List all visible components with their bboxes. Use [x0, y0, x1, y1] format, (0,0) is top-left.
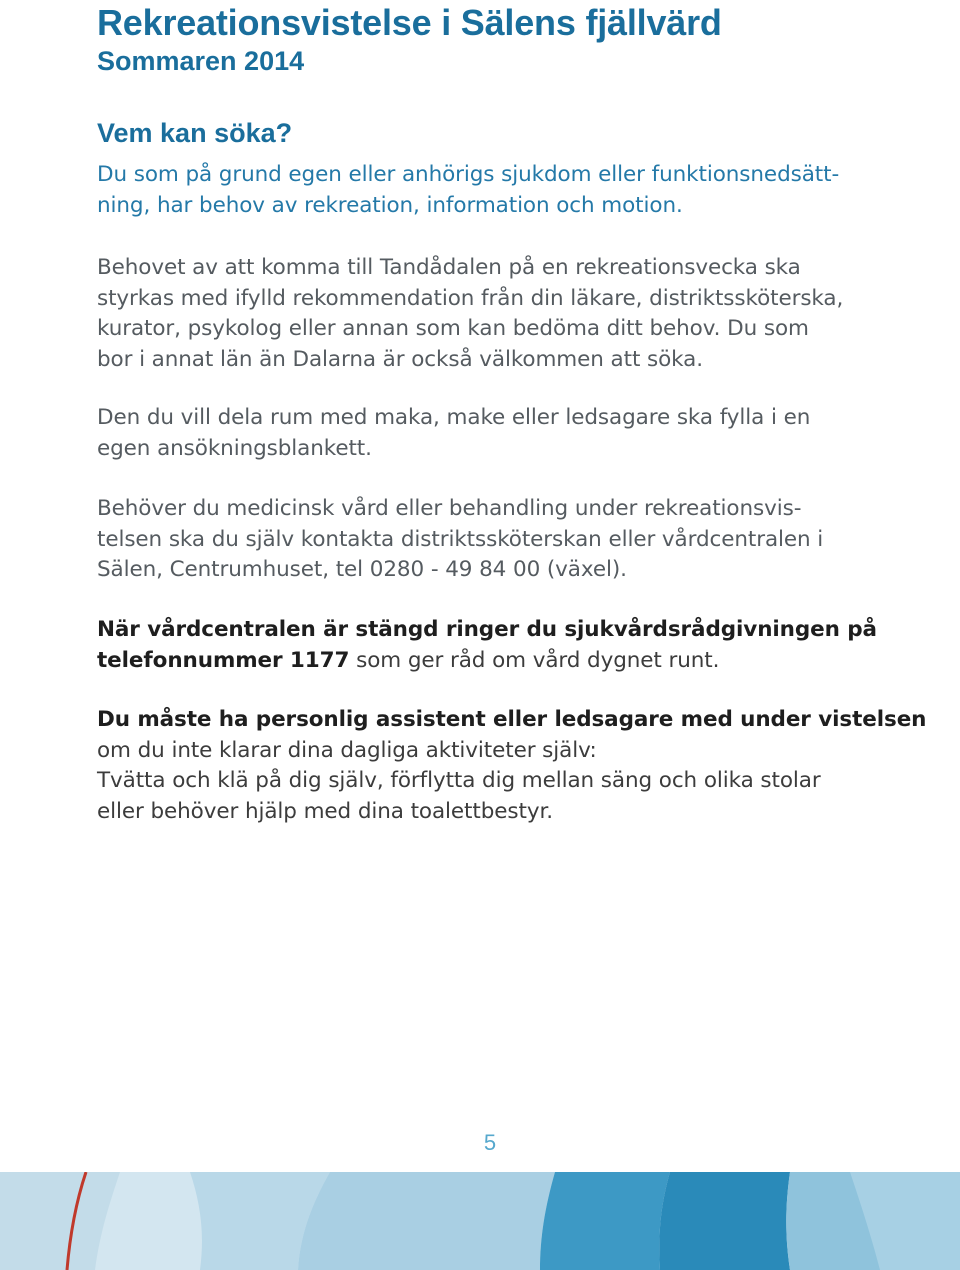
text-line: Den du vill dela rum med maka, make eller ledsagare ska fylla i en: [97, 405, 811, 430]
decorative-footer-band: [0, 1172, 960, 1270]
band-shape: [298, 1172, 555, 1270]
text-line: Sälen, Centrumhuset, tel 0280 - 49 84 00 (växel).: [97, 557, 627, 582]
text-line: om du inte klarar dina dagliga aktiviteter själv:: [97, 737, 597, 763]
paragraph-recommendation: [97, 253, 843, 375]
paragraph-assistant: [97, 705, 926, 827]
paragraph-1177: [97, 615, 877, 676]
text-line: telsen ska du själv kontakta distriktssköterskan eller vårdcentralen i: [97, 526, 824, 552]
page-title: Rekreationsvistelse i Sälens fjällvärd: [97, 2, 722, 43]
text-line: Du som på grund egen eller anhörigs sjukdom eller funktionsnedsätt-: [97, 162, 840, 187]
text-line: Behöver du medicinsk vård eller behandling under rekreationsvis-: [97, 496, 802, 521]
page-number: 5: [483, 1130, 497, 1155]
band-shape-dark: [540, 1172, 670, 1270]
band-shape-dark: [659, 1172, 790, 1270]
text-line: egen ansökningsblankett.: [97, 435, 372, 461]
phone-number-text: telefonnummer 1177: [97, 647, 350, 673]
intro-paragraph: [97, 160, 839, 221]
text-line: [97, 646, 877, 677]
paragraph-shared-room: [97, 403, 810, 464]
section-heading: Vem kan söka?: [97, 118, 293, 148]
text-line: bor i annat län än Dalarna är också välkommen att söka.: [97, 346, 703, 372]
text-line: kurator, psykolog eller annan som kan bedöma ditt behov. Du som: [97, 316, 809, 341]
paragraph-medical-care: [97, 494, 823, 586]
text-line: Behovet av att komma till Tandådalen på en rekreationsvecka ska: [97, 255, 801, 280]
text-line-bold: Du måste ha personlig assistent eller ledsagare med under vistelsen: [97, 707, 927, 732]
text-line: Tvätta och klä på dig själv, förflytta dig mellan säng och olika stolar: [97, 768, 821, 793]
text-line: styrkas med ifylld rekommendation från din läkare, distriktssköterska,: [97, 285, 844, 311]
text-line-bold: När vårdcentralen är stängd ringer du sjukvårdsrådgivningen på: [97, 617, 877, 642]
text-fragment: som ger råd om vård dygnet runt.: [349, 647, 720, 673]
text-line: ning, har behov av rekreation, information och motion.: [97, 192, 683, 218]
page-subtitle: Sommaren 2014: [97, 46, 305, 76]
text-line: eller behöver hjälp med dina toalettbestyr.: [97, 798, 553, 824]
